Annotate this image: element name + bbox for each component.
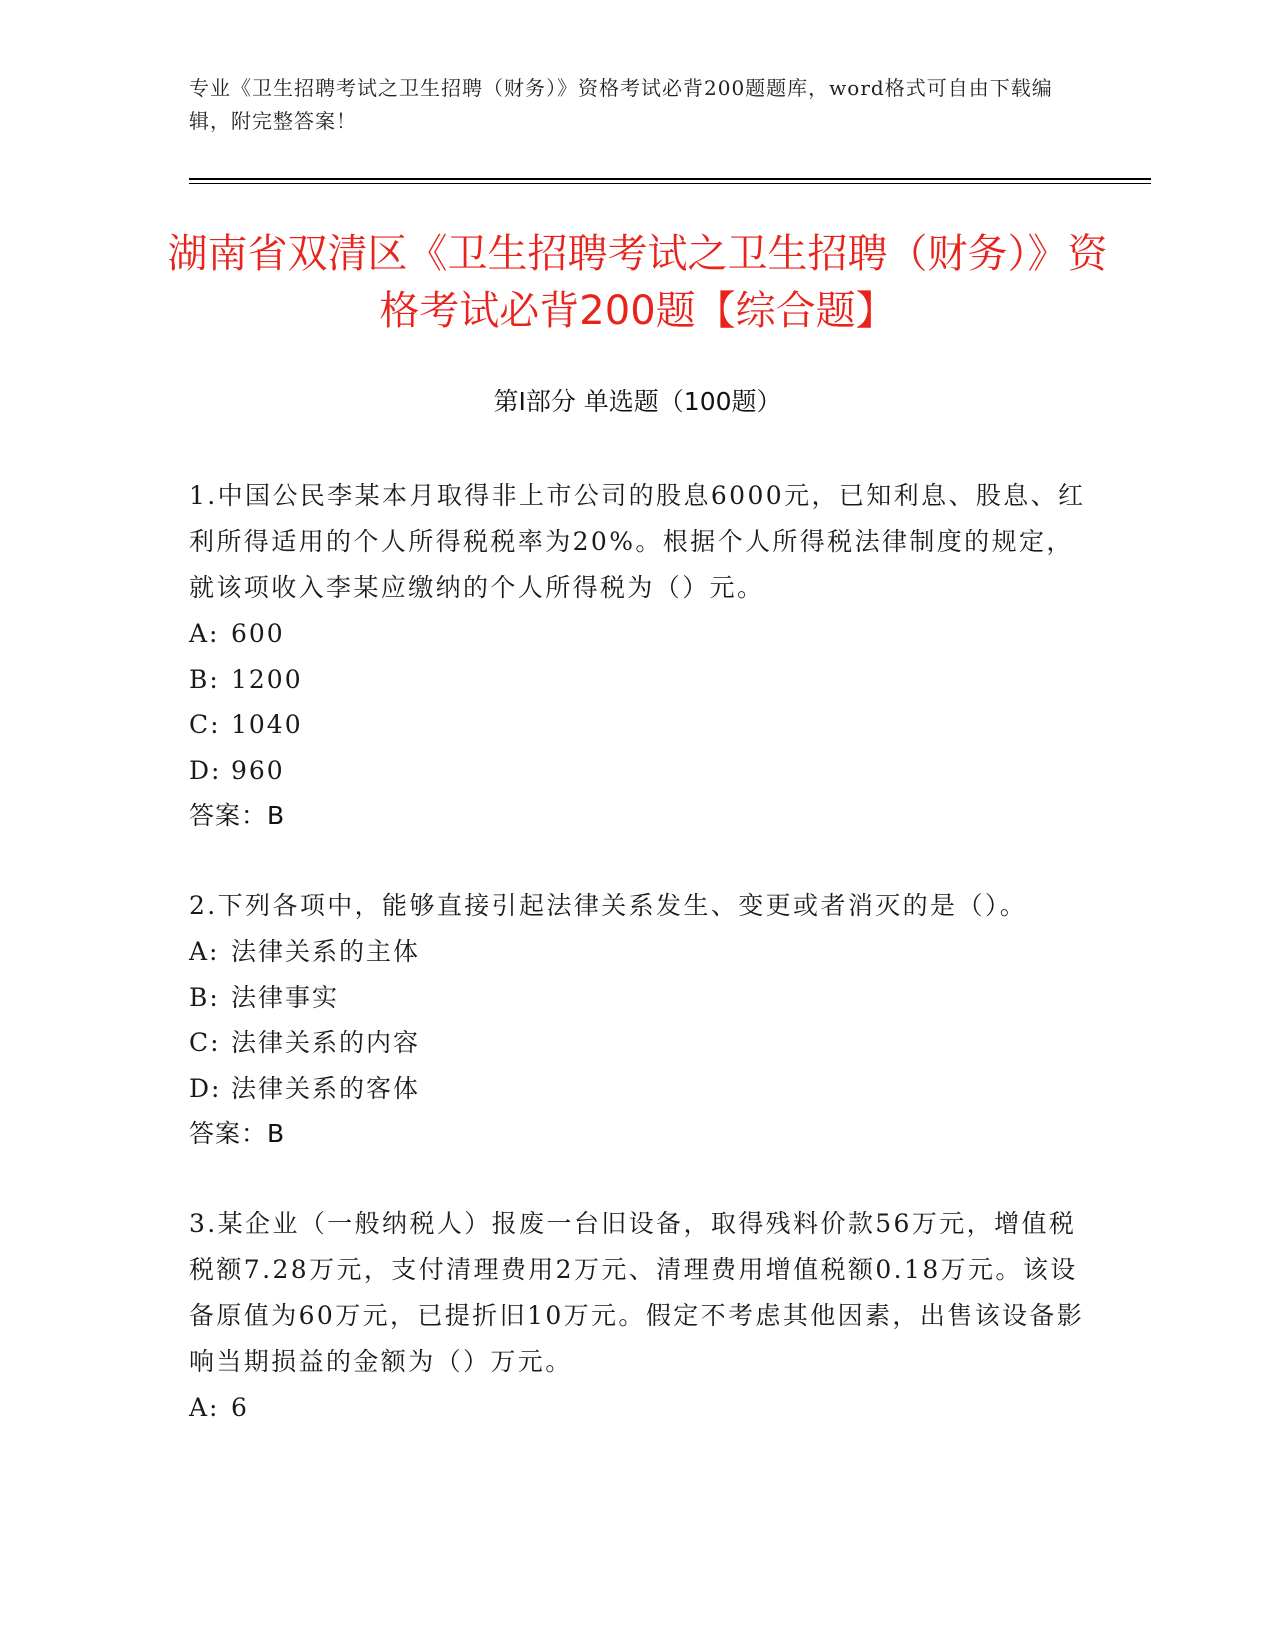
header-note: 专业《卫生招聘考试之卫生招聘（财务）》资格考试必背200题题库，word格式可自由下载编辑，附完整答案！ [189,76,1053,133]
option-letter: C: [189,1028,221,1057]
option-a [189,611,1089,657]
option-d [189,1066,1089,1112]
question-stem: 3.某企业（一般纳税人）报废一台旧设备，取得残料价款56万元，增值税税额7.28万元，支付清理费用2万元、清理费用增值税额0.18万元。该设备原值为60万元，已提折旧10万元。假定不考虑其他因素，出售该设备影响当期损益的金额为（）万元。 [189,1209,1085,1376]
option-text: 1040 [231,710,303,739]
question-stem: 2.下列各项中，能够直接引起法律关系发生、变更或者消灭的是（）。 [189,891,1028,920]
answer-line: 答案：B [189,801,286,830]
option-text: 1200 [231,664,303,694]
document-title: 湖南省双清区《卫生招聘考试之卫生招聘（财务）》资格考试必背200题【综合题】 [167,231,1108,334]
option-text: 6 [231,1393,249,1422]
option-c [189,1020,1089,1066]
option-text: 法律事实 [231,982,340,1012]
option-letter: B: [189,982,220,1012]
option-letter: A: [189,937,220,966]
option-a [189,1385,1089,1431]
option-letter: A: [189,1393,220,1422]
question-list [189,473,1089,1475]
option-letter: C: [189,710,221,739]
option-d [189,748,1089,794]
header-divider-thin [189,183,1151,184]
option-letter: A: [189,619,220,648]
option-text: 960 [231,755,285,785]
option-text: 法律关系的主体 [231,937,421,966]
section-heading: 第Ⅰ部分 单选题（100题） [493,387,782,416]
header-divider-thick [189,178,1151,180]
answer-line: 答案：B [189,1119,286,1148]
question-2 [189,883,1089,1157]
option-b [189,975,1089,1021]
option-text: 法律关系的内容 [231,1028,421,1057]
question-1 [189,473,1089,839]
option-letter: D: [189,755,222,785]
option-c [189,702,1089,748]
option-a [189,929,1089,975]
option-text: 法律关系的客体 [231,1073,421,1103]
option-b [189,657,1089,703]
question-stem: 1.中国公民李某本月取得非上市公司的股息6000元，已知利息、股息、红利所得适用的个人所得税税率为20%。根据个人所得税法律制度的规定，就该项收入李某应缴纳的个人所得税为（）元。 [189,481,1086,602]
option-letter: D: [189,1073,222,1103]
option-letter: B: [189,664,220,694]
question-3 [189,1201,1089,1431]
option-text: 600 [231,619,285,648]
